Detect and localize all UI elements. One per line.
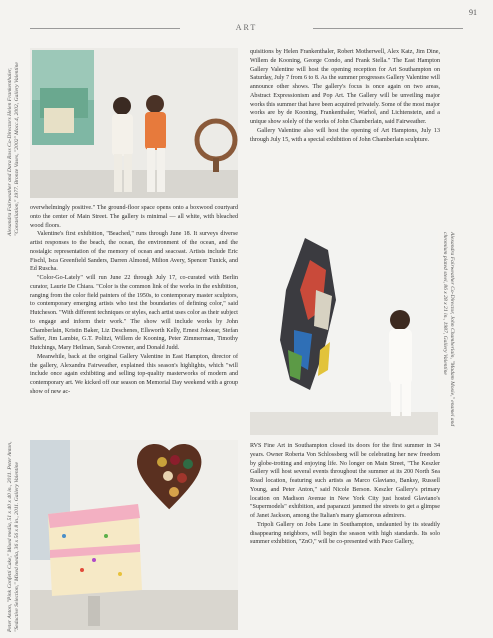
page-number: 91 xyxy=(469,8,477,17)
article-paragraph: quisitions by Helen Frankenthaler, Robert Motherwell, Alex Katz, Jim Dine, Willem de Kooning, George Condo, and Frank Stella." The East Hampton Gallery Valentine will host the opening reception for Art Southampton on Saturday, July 7 from 6 to 8. As the summer progresses Gallery Valentine will announce other shows. The gallery's focus is once again on two areas, Abstract Expressionism and Pop Art. The Gallery will be unveiling major works this summer that have been acquired privately. Some of the most major works are by de Kooning, Frankenthaler, Warhol, and Lichtenstein, and a unique show solely of the works of John Chamberlain, said Fairweather. xyxy=(250,49,440,125)
article-paragraph: Tripoli Gallery on Jobs Lane in Southampton, undaunted by its steadily disappearing neighbors, will begin the season with high standards. Its solo summer exhibition, "ZnO," will be co-presented with Pace Gallery, xyxy=(250,521,440,546)
section-title: ART xyxy=(235,23,258,32)
article-paragraph: "Color-Go-Lately" will run June 22 through July 17, co-curated with Berlin curator, Laurie De Chiara. "Color is the common link of the works in the exhibition, ranging from the color field painters of the 1950s, to contemporary master sculptors, to contemporary emerging artists who test the boundaries of defining color," said Hutcheson. "With different techniques or styles, each artist uses color as their subject to engage and inform their work." The show will include works by John Chamberlain, Kristin Baker, Liz Deschenes, Ellsworth Kelly, Ernest Jokoear, Stefan Saffer, Jim Lambie, G.T. Politzi, Willem de Kooning, Peter Zimmerman, Timothy Hutchings, Mary Heilman, Sarah Crowner, and Donald Judd. xyxy=(30,275,238,351)
article-column-left xyxy=(30,204,238,397)
article-paragraph: Meanwhile, back at the original Gallery Valentine in East Hampton, director of the gallery, Alexandra Fairweather, explained this season's highlights, which "will include once again exhibiting and selling top-quality masterworks of modern and contemporary art. We kicked off our season on Memorial Day weekend with a group show of new ac- xyxy=(30,353,238,395)
article-paragraph: Valentine's first exhibition, "Beached," runs through June 18. It surveys diverse artist responses to the beach, the ocean, the environment of the ocean, and the nostalgic representation of the memory of ocean and seacoast. Artists include Eric Fischl, Isca Greenfield Sanders, Darren Almond, Milton Avery, Spencer Tunick, and Ed Ruscha. xyxy=(30,231,238,273)
article-paragraph: overwhelmingly positive." The ground-floor space opens onto a boxwood courtyard onto the center of Main Street. The gallery is minimal — all white, with bleached wood floors. xyxy=(30,205,238,229)
cake-sculpture-photo xyxy=(30,440,238,630)
section-header xyxy=(30,22,463,34)
article-column-right-top xyxy=(250,48,440,144)
chamberlain-sculpture-photo xyxy=(250,230,438,435)
photo2-caption: Alexandra Fairweather Co-Director, John Chamberlain, "Madam Moxie," enamel and chromium plated steel, 86 x 28 x 21 in., 1987, Gallery Valentine xyxy=(441,232,455,427)
header-rule-right xyxy=(313,28,463,29)
article-paragraph: Gallery Valentine also will host the opening of Art Hamptons, July 13 through July 15, with a special exhibition of John Chamberlain sculpture. xyxy=(250,127,440,143)
photo1-caption: Alexandra Fairweather and Dara Ross Co-Directors Helen Frankenthaler, "Constellation," 1977. Bronze Vases, "2002" Mocc.4, 2002, Gallery Valentine xyxy=(7,62,20,236)
photo3-caption: Peter Anton, "Pink Confetti Cake," Mixed media, 51 x 40 x 40 in., 2011. Peter Anton, "Seductive Selection," Mixed media, 36 x 56 x 8 in., 2011. Gallery Valentine xyxy=(7,441,20,632)
article-paragraph: RVS Fine Art in Southampton closed its doors for the first summer in 34 years. Owner Roberta Von Schlossberg will be celebrating her new freedom by globe-trotting and enjoying life. No longer on Main Street, "The Keszler Gallery will host several events throughout the summer at its 200 North Sea Road location, featuring such artists as Marco Glaviano, Banksy, Russell Young, and Peter Anton," said Nicole Berson. Keszler Gallery's primary location on Madison Avenue in New York City just hosted Glaviano's "Supermodels" exhibition, and paparazzi jammed the streets to get a glimpse of Janet Jackson, among the Italian's many glamorous admirers. xyxy=(250,443,440,519)
article-column-right-bottom xyxy=(250,442,440,547)
gallery-directors-photo xyxy=(30,48,238,198)
